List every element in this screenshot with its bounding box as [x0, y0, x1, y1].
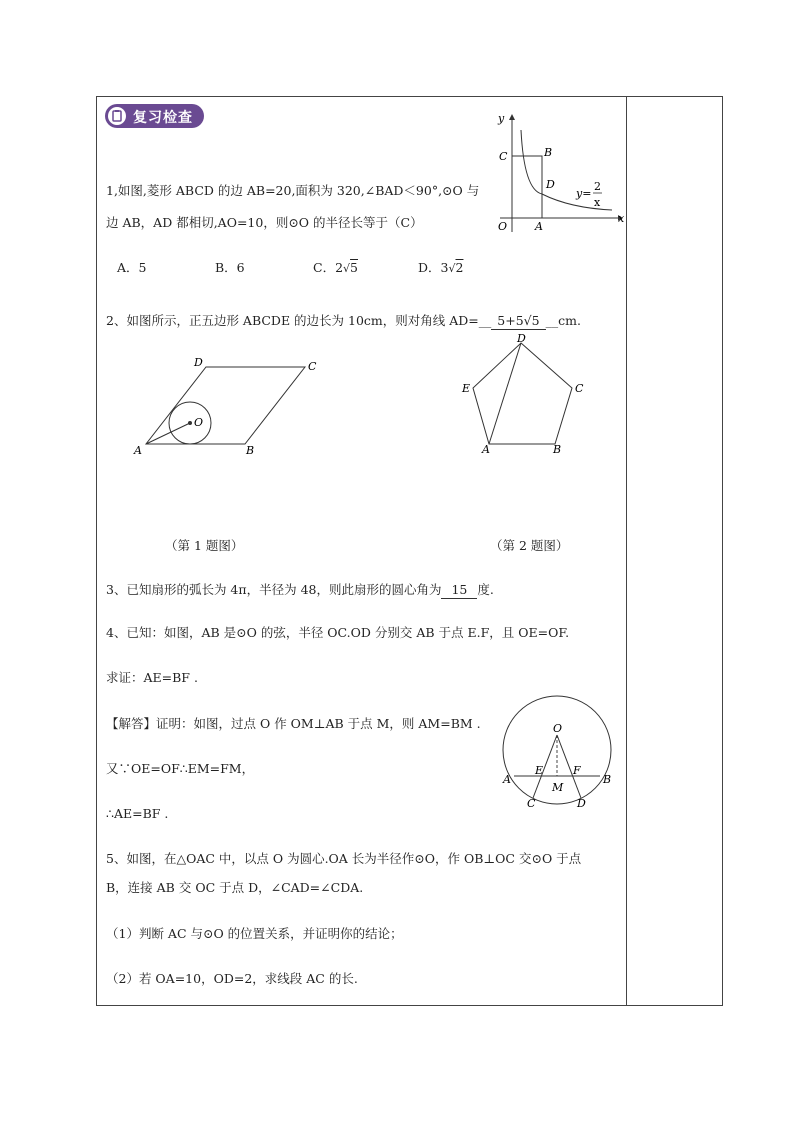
- hyperbola-graph-figure: [490, 110, 625, 235]
- pentagon-label-c: C: [575, 382, 584, 395]
- graph-point-d: D: [546, 178, 555, 191]
- pentagon-label-b: B: [553, 443, 562, 456]
- rhombus-label-a: A: [134, 444, 142, 457]
- q5-line2: B，连接 AB 交 OC 于点 D，∠CAD=∠CDA.: [106, 880, 364, 895]
- q5-line3: （1）判断 AC 与⊙O 的位置关系，并证明你的结论；: [106, 926, 403, 941]
- pentagon-label-d: D: [517, 332, 526, 345]
- pentagon-label-a: A: [482, 443, 490, 456]
- q3-text: 3、已知扇形的弧长为 4π，半径为 48，则此扇形的圆心角为 15 度.: [106, 582, 494, 597]
- graph-point-b: B: [544, 146, 553, 159]
- q1-option-b: B．6: [215, 260, 245, 275]
- pentagon-label-e: E: [462, 382, 471, 395]
- circle-label-f: F: [573, 764, 581, 777]
- q4-line1: 4、已知：如图，AB 是⊙O 的弦，半径 OC.OD 分别交 AB 于点 E.F，且 OE=OF.: [106, 625, 570, 640]
- graph-func-den: x: [594, 196, 601, 209]
- badge-label: 复习检查: [133, 110, 193, 126]
- graph-y-label: y: [498, 112, 505, 125]
- q3-answer: 15: [441, 582, 477, 599]
- q1-text-line1: 1,如图,菱形 ABCD 的边 AB=20,面积为 320,∠BAD＜90°,⊙O 与: [106, 183, 480, 198]
- circle-label-m: M: [552, 781, 564, 794]
- column-divider: [626, 96, 627, 1006]
- graph-point-c: C: [499, 150, 508, 163]
- circle-label-a: A: [503, 773, 511, 786]
- q5-line4: （2）若 OA=10，OD=2，求线段 AC 的长.: [106, 971, 358, 986]
- q2-text: 2、如图所示，正五边形 ABCDE 的边长为 10cm，则对角线 AD=__ 5+5√5 __cm.: [106, 313, 581, 328]
- rhombus-label-o: O: [194, 416, 204, 429]
- figure-2-caption: （第 2 题图）: [490, 538, 569, 553]
- q1-option-c: C．2√5: [313, 260, 358, 275]
- q4-line5: ∴AE=BF .: [106, 806, 169, 821]
- figure-1-caption: （第 1 题图）: [165, 538, 244, 553]
- q1-text-line2: 边 AB，AD 都相切,AO=10，则⊙O 的半径长等于（C）: [106, 215, 423, 230]
- circle-label-e: E: [535, 764, 544, 777]
- q1-option-d: D．3√2: [418, 260, 464, 275]
- q4-line4: 又∵OE=OF∴EM=FM，: [106, 761, 255, 776]
- graph-origin-label: O: [498, 220, 508, 233]
- graph-func-num: 2: [594, 180, 601, 193]
- rhombus-label-c: C: [308, 360, 317, 373]
- rhombus-label-b: B: [246, 444, 255, 457]
- section-badge: [105, 104, 204, 128]
- q2-answer: 5+5√5: [491, 313, 545, 330]
- q4-line3: 【解答】证明：如图，过点 O 作 OM⊥AB 于点 M，则 AM=BM .: [106, 716, 481, 731]
- rhombus-label-d: D: [194, 356, 203, 369]
- clipboard-icon: [108, 107, 126, 125]
- circle-chord-figure: [497, 690, 622, 815]
- circle-label-d: D: [577, 797, 586, 810]
- circle-label-o: O: [553, 722, 563, 735]
- graph-x-label: x: [618, 212, 625, 225]
- pentagon-figure: [455, 333, 595, 458]
- graph-func-prefix: y=: [576, 187, 592, 200]
- q5-line1: 5、如图，在△OAC 中，以点 O 为圆心.OA 长为半径作⊙O，作 OB⊥OC 交⊙O 于点: [106, 851, 582, 866]
- q4-line2: 求证：AE=BF .: [106, 670, 198, 685]
- q1-option-a: A．5: [117, 260, 147, 275]
- graph-point-a: A: [535, 220, 543, 233]
- circle-label-b: B: [603, 773, 612, 786]
- rhombus-figure: [130, 352, 330, 462]
- circle-label-c: C: [527, 797, 536, 810]
